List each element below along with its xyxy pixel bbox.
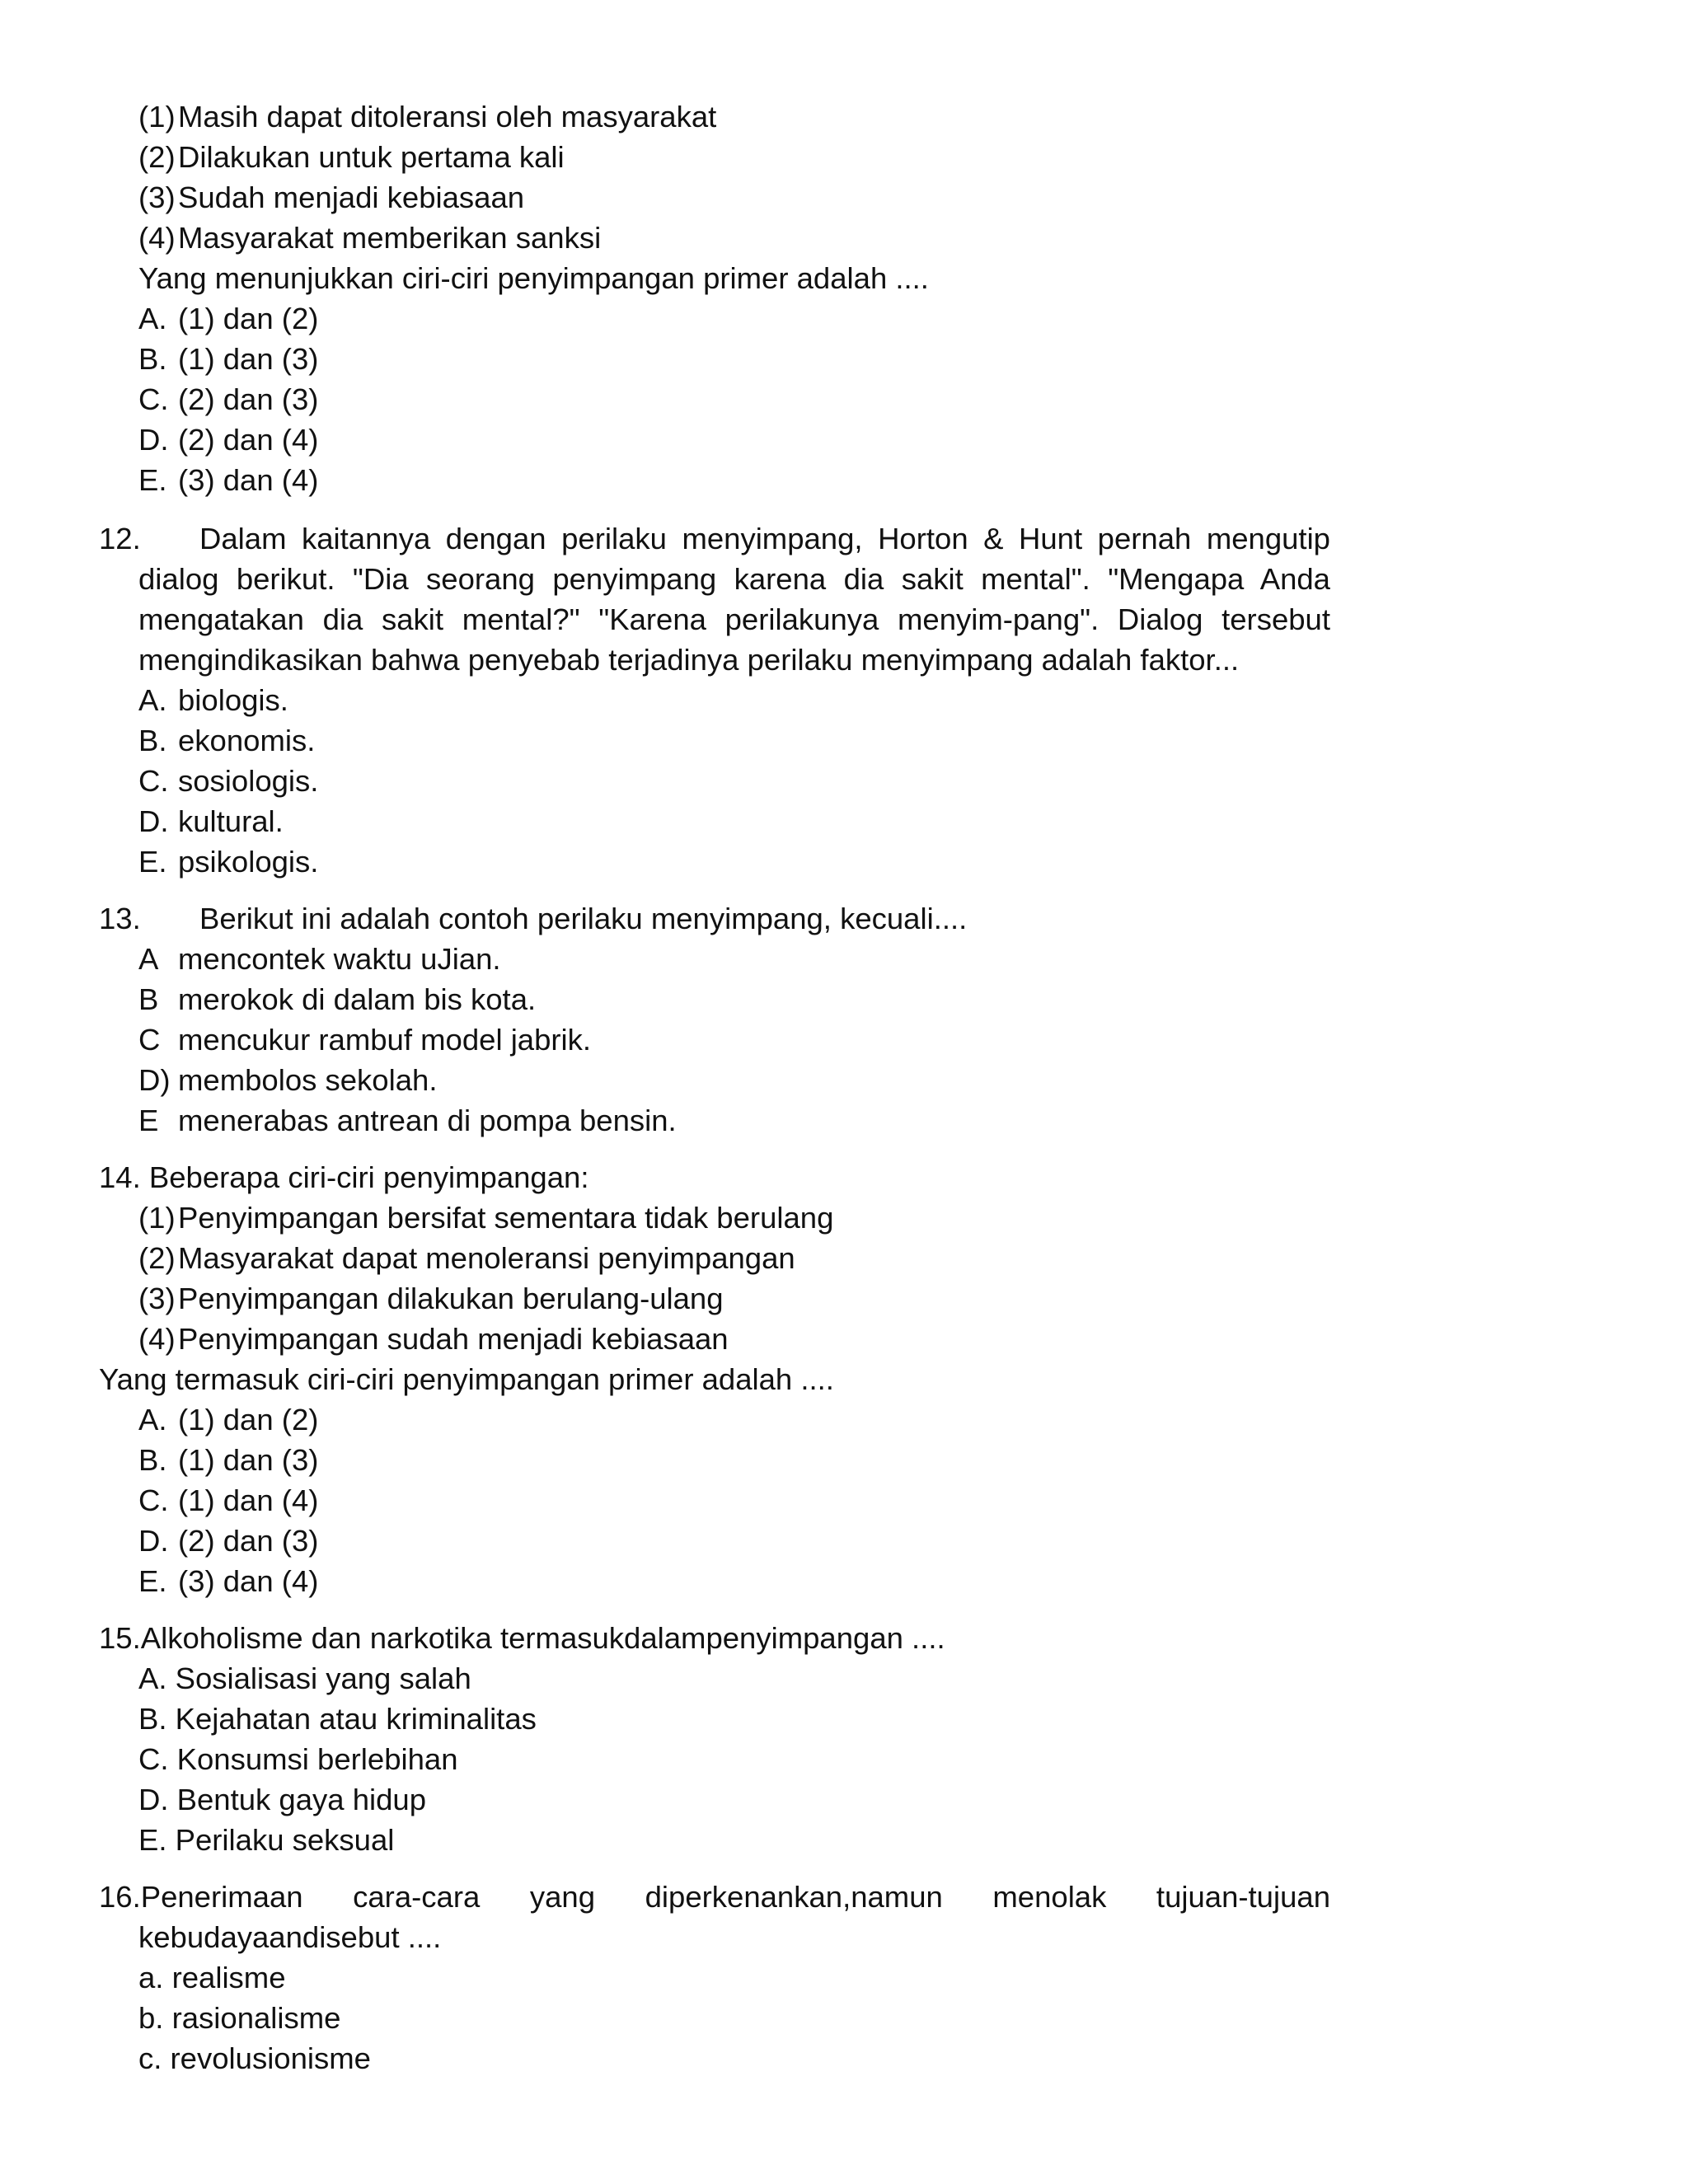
q14-option-a: A. (1) dan (2) <box>138 1403 319 1436</box>
q11-option-e: E. (3) dan (4) <box>138 463 319 497</box>
q16-line-2: kebudayaandisebut .... <box>138 1920 442 1954</box>
q15-question: 15.Alkoholisme dan narkotika termasukdalampenyimpangan .... <box>99 1621 945 1655</box>
q14-statement-4: (4)Penyimpangan sudah menjadi kebiasaan <box>138 1322 729 1356</box>
q13-option-b: B merokok di dalam bis kota. <box>138 982 537 1016</box>
q11-statement-4: (4)Masyarakat memberikan sanksi <box>138 221 602 255</box>
q14-heading: 14. Beberapa ciri-ciri penyimpangan: <box>99 1160 589 1194</box>
q12-line-1: Dalam kaitannya dengan perilaku menyimpang, Horton & Hunt pernah mengutip <box>199 522 1330 555</box>
q16-option-b: b. rasionalisme <box>138 2001 341 2035</box>
q11-statement-3: (3)Sudah menjadi kebiasaan <box>138 180 525 214</box>
q11-option-d: D. (2) dan (4) <box>138 423 319 457</box>
q13-option-e: E menerabas antrean di pompa bensin. <box>138 1104 677 1137</box>
q13-option-a: A mencontek waktu uJian. <box>138 942 501 976</box>
q16-option-a: a. realisme <box>138 1961 286 1994</box>
q11-option-c: C. (2) dan (3) <box>138 382 319 416</box>
q15-option-e: E. Perilaku seksual <box>138 1823 395 1857</box>
q13-option-d: D) membolos sekolah. <box>138 1063 438 1097</box>
q11-statement-1: (1)Masih dapat ditoleransi oleh masyarakat <box>138 100 717 134</box>
q12-number: 12. <box>99 522 141 555</box>
q12-option-e: E. psikologis. <box>138 845 319 879</box>
q11-question: Yang menunjukkan ciri-ciri penyimpangan primer adalah .... <box>138 261 929 295</box>
q12-option-b: B. ekonomis. <box>138 724 316 757</box>
q13-option-c: C mencukur rambuf model jabrik. <box>138 1023 592 1057</box>
q15-option-a: A. Sosialisasi yang salah <box>138 1661 471 1695</box>
q12-option-c: C. sosiologis. <box>138 764 319 798</box>
q12-option-a: A. biologis. <box>138 683 288 717</box>
q12-line-3: mengatakan dia sakit mental?" "Karena perilakunya menyim-pang". Dialog tersebut <box>138 602 1330 636</box>
q14-statement-3: (3)Penyimpangan dilakukan berulang-ulang <box>138 1282 724 1315</box>
q11-option-a: A. (1) dan (2) <box>138 302 319 335</box>
q13-number: 13. <box>99 902 141 935</box>
q14-statement-2: (2)Masyarakat dapat menoleransi penyimpangan <box>138 1241 795 1275</box>
q12-option-d: D. kultural. <box>138 804 284 838</box>
q14-statement-1: (1)Penyimpangan bersifat sementara tidak berulang <box>138 1201 834 1235</box>
q12-line-4: mengindikasikan bahwa penyebab terjadinya perilaku menyimpang adalah faktor... <box>138 643 1240 677</box>
q16-option-c: c. revolusionisme <box>138 2041 371 2075</box>
q12-line-2: dialog berikut. "Dia seorang penyimpang karena dia sakit mental". "Mengapa Anda <box>138 562 1330 596</box>
q14-question: Yang termasuk ciri-ciri penyimpangan primer adalah .... <box>99 1362 834 1396</box>
q15-option-c: C. Konsumsi berlebihan <box>138 1742 458 1776</box>
q14-option-d: D. (2) dan (3) <box>138 1524 319 1558</box>
q14-option-b: B. (1) dan (3) <box>138 1443 319 1477</box>
q11-statement-2: (2)Dilakukan untuk pertama kali <box>138 140 565 174</box>
q15-option-b: B. Kejahatan atau kriminalitas <box>138 1702 537 1736</box>
q14-option-c: C. (1) dan (4) <box>138 1483 319 1517</box>
q16-line-1: 16.Penerimaan cara-cara yang diperkenankan,namun menolak tujuan-tujuan <box>99 1880 1330 1914</box>
q13-question: Berikut ini adalah contoh perilaku menyimpang, kecuali.... <box>199 902 968 935</box>
q14-option-e: E. (3) dan (4) <box>138 1564 319 1598</box>
q15-option-d: D. Bentuk gaya hidup <box>138 1783 427 1816</box>
q11-option-b: B. (1) dan (3) <box>138 342 319 376</box>
